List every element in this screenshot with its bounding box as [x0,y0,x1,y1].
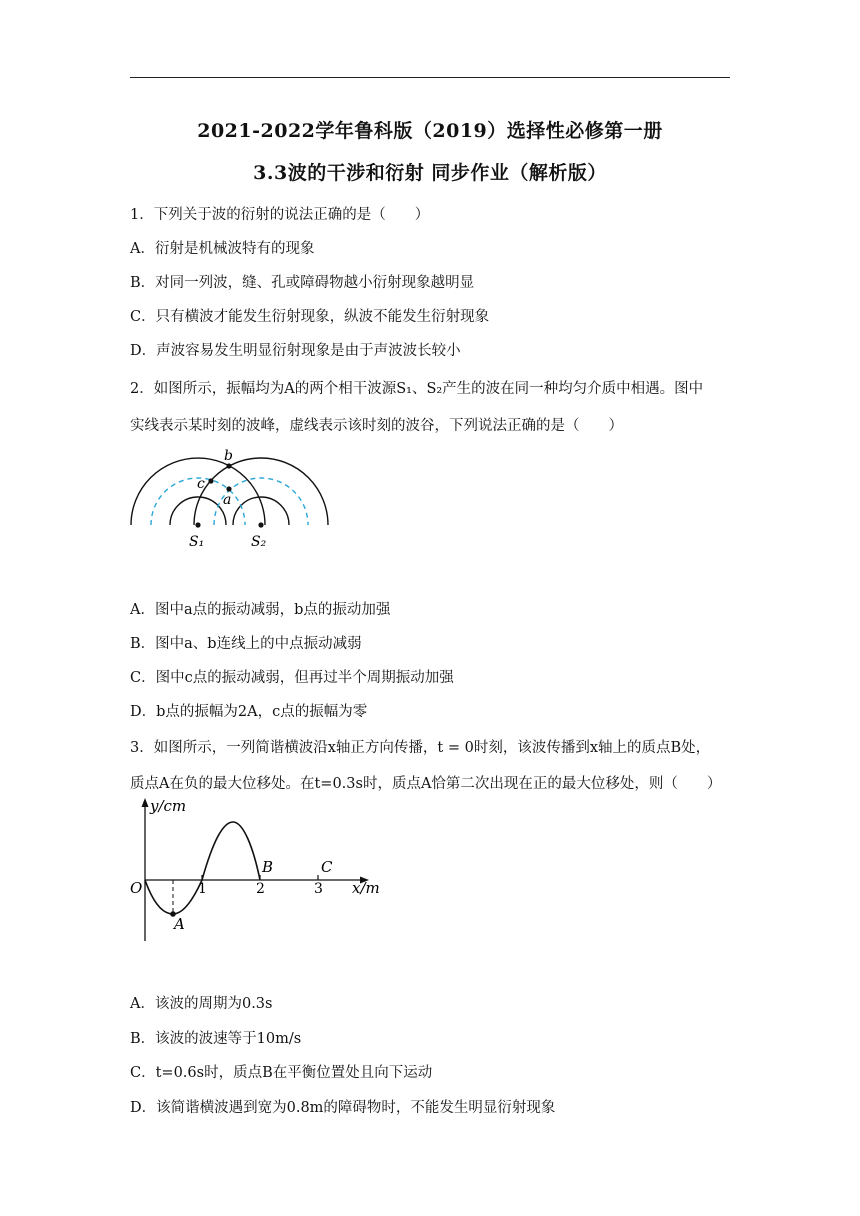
label-b: B [262,858,274,876]
document-title: 2021-2022学年鲁科版（2019）选择性必修第一册 [197,120,663,142]
top-rule [130,77,730,78]
wave-curve [145,822,260,914]
point-b [226,463,231,468]
q2-option-c: C．图中c点的振动减弱，但再过半个周期振动加强 [130,670,454,686]
q3-stem-line2: 质点A在负的最大位移处。在t=0.3s时，质点A恰第二次出现在正的最大位移处，则（ ） [130,776,722,792]
q3-option-b: B．该波的波速等于10m/s [130,1031,302,1047]
point-a [226,486,231,491]
tick-label-1: 1 [198,881,207,897]
q1-option-b: B．对同一列波，缝、孔或障碍物越小衍射现象越明显 [130,275,475,291]
source-s1 [195,522,200,527]
x-axis-label: x/m [352,879,380,897]
q3-option-a: A．该波的周期为0.3s [130,996,273,1012]
document-subtitle: 3.3波的干涉和衍射 同步作业（解析版） [253,162,607,184]
wave-graph [125,796,395,942]
q3-stem-line1: 3．如图所示，一列简谐横波沿x轴正方向传播，t = 0时刻，该波传播到x轴上的质点B处， [130,740,711,756]
s2-crest-large [194,458,328,525]
q3-option-c: C．t=0.6s时，质点B在平衡位置处且向下运动 [130,1065,433,1081]
tick-label-3: 3 [314,881,323,897]
source-s2 [258,522,263,527]
q2-option-d: D．b点的振幅为2A，c点的振幅为零 [130,704,368,720]
label-s2: S₂ [251,534,267,550]
q2-option-b: B．图中a、b连线上的中点振动减弱 [130,636,362,652]
q2-option-a: A．图中a点的振动减弱，b点的振动加强 [130,602,391,618]
q1-option-a: A．衍射是机械波特有的现象 [130,241,315,257]
tick-label-2: 2 [256,881,265,897]
label-a: a [223,492,232,508]
q1-stem: 1．下列关于波的衍射的说法正确的是（ ） [130,207,430,223]
y-axis-label: y/cm [150,797,187,815]
interference-figure [125,444,345,554]
q1-option-c: C．只有横波才能发生衍射现象，纵波不能发生衍射现象 [130,309,490,325]
label-a: A [174,915,185,933]
q2-stem-line2: 实线表示某时刻的波峰，虚线表示该时刻的波谷，下列说法正确的是（ ） [130,418,623,434]
q2-stem-line1: 2．如图所示，振幅均为A的两个相干波源S₁、S₂产生的波在同一种均匀介质中相遇。图中 [130,381,704,397]
y-axis-arrow [142,798,149,807]
q3-option-d: D．该简谐横波遇到宽为0.8m的障碍物时，不能发生明显衍射现象 [130,1100,556,1116]
label-c: c [197,476,205,492]
origin-label: O [130,879,143,897]
q1-option-d: D．声波容易发生明显衍射现象是由于声波波长较小 [130,343,461,359]
label-b: b [224,448,233,464]
point-c [208,478,213,483]
label-s1: S₁ [189,534,205,550]
label-c: C [321,858,333,876]
